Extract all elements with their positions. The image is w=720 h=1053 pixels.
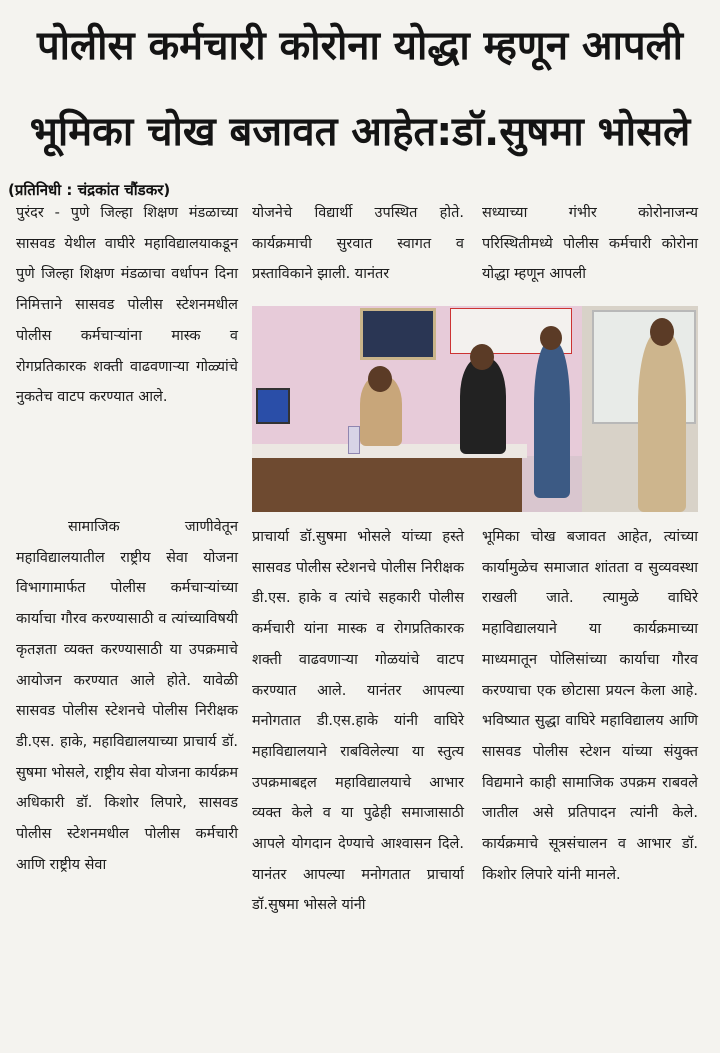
headline-line-1: पोलीस कर्मचारी कोरोना योद्धा म्हणून आपली xyxy=(36,23,684,69)
headline-line-2: भूमिका चोख बजावत आहेत:डॉ.सुषमा भोसले xyxy=(29,109,691,155)
column-2-top xyxy=(252,198,464,298)
paragraph: योजनेचे विद्यार्थी उपस्थित होते. कार्यक्रमाची सुरवात स्वागत व प्रस्ताविकाने झाली. यानंतर xyxy=(252,205,464,283)
photo-person-head xyxy=(650,318,674,346)
column-1-top xyxy=(16,198,238,518)
paragraph: प्राचार्या डॉ.सुषमा भोसले यांच्या हस्ते सासवड पोलीस स्टेशनचे पोलीस निरीक्षक डी.एस. हाके व त्यांचे सहकारी पोलीस कर्मचारी यांना मास्क व रोगप्रतिकारक शक्ती वाढवणाऱ्या गोळयांचे वाटप करण्यात आले. यानंतर आपल्या मनोगतात डी.एस.हाके यांनी वाघिरे महाविद्यालयाने राबविलेल्या या स्तुत्य उपक्रमाबद्दल महाविद्यालयाचे आभार व्यक्त केले व या पुढेही समाजासाठी आपले योगदान देण्याचे आश्वासन दिले. यानंतर आपल्या मनोगतात प्राचार्या डॉ.सुषमा भोसले यांनी xyxy=(252,529,464,914)
photo-monitor xyxy=(256,388,290,424)
photo-desk xyxy=(252,452,522,512)
column-3-bottom xyxy=(482,522,698,1042)
column-1-bottom xyxy=(16,512,238,1042)
column-2-bottom xyxy=(252,522,464,1042)
photo-person-head xyxy=(540,326,562,350)
paragraph: पुरंदर - पुणे जिल्हा शिक्षण मंडळाच्या सासवड येथील वाघीरे महाविद्यालयाकडून पुणे जिल्हा शिक्षण मंडळाचा वर्धापन दिना निमित्ताने सासवड पोलीस स्टेशनमधील पोलीस कर्मचाऱ्यांना मास्क व रोगप्रतिकारक शक्ती वाढवणाऱ्या गोळ्यांचे नुकतेच वाटप करण्यात आले. xyxy=(16,205,238,406)
photo-person-head xyxy=(470,344,494,370)
photo-person-officer xyxy=(638,332,686,512)
paragraph: भूमिका चोख बजावत आहेत, त्यांच्या कार्यामुळेच समाजात शांतता व सुव्यवस्था राखली जाते. त्यामुळे वाघिरे महाविद्यालयाने या कार्यक्रमाच्या माध्यमातून पोलिसांच्या कार्याचा गौरव करण्याचा एक छोटासा प्रयत्न केला आहे. भविष्यात सुद्धा वाघिरे महाविद्यालय आणि सासवड पोलीस स्टेशन यांच्या संयुक्त विद्यमाने काही सामाजिक उपक्रम राबवले जातील असे प्रतिपादन त्यांनी केले. कार्यक्रमाचे सूत्रसंचालन व आभार डॉ. किशोर लिपारे यांनी मानले. xyxy=(482,529,698,883)
photo-person-reading xyxy=(534,342,570,498)
byline: (प्रतिनिधी : चंद्रकांत चौंडकर) xyxy=(8,181,171,199)
photo-person-head xyxy=(368,366,392,392)
photo-emblem-frame xyxy=(360,308,436,360)
photo-person-standing xyxy=(460,358,506,454)
photo-sanitizer-bottle xyxy=(348,426,360,454)
news-photo xyxy=(252,306,698,512)
paragraph: सामाजिक जाणीवेतून महाविद्यालयातील राष्ट्रीय सेवा योजना विभागामार्फत पोलीस कर्मचाऱ्यांच्या कार्याचा गौरव करण्यासाठी व त्यांच्याविषयी कृतज्ञता व्यक्त करण्यासाठी या उपक्रमाचे आयोजन करण्यात आले होते. यावेळी सासवड पोलीस स्टेशनचे पोलीस निरीक्षक डी.एस. हाके, महाविद्यालयाच्या प्राचार्य डॉ. सुषमा भोसले, राष्ट्रीय सेवा योजना कार्यक्रम अधिकारी डॉ. किशोर लिपारे, सासवड पोलीस स्टेशनमधील पोलीस कर्मचारी आणि राष्ट्रीय सेवा xyxy=(16,519,238,873)
column-3-top xyxy=(482,198,698,298)
paragraph: सध्याच्या गंभीर कोरोनाजन्य परिस्थितीमध्ये पोलीस कर्मचारी कोरोना योद्धा म्हणून आपली xyxy=(482,205,698,283)
